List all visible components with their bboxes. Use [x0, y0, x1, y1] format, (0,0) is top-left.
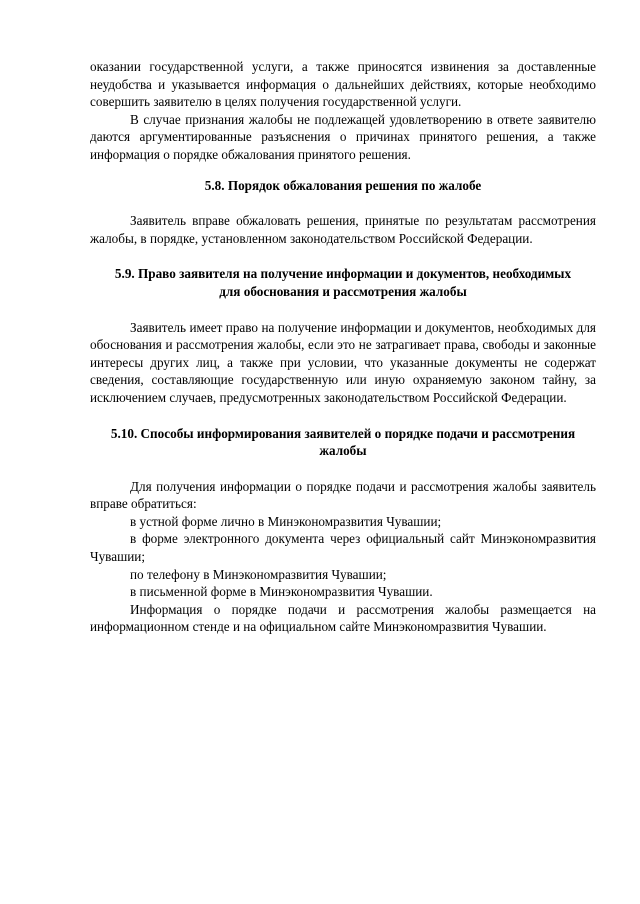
list-item: в письменной форме в Минэкономразвития Чувашии.	[130, 584, 433, 600]
section-5-10-final-paragraph: Информация о порядке подачи и рассмотрения жалобы размещается на информационном стенде и на официальном сайте Минэкономразвития Чувашии.	[90, 601, 596, 635]
section-5-10-title-line-2: жалобы	[319, 443, 367, 459]
intro-paragraph-1: оказании государственной услуги, а также приносятся извинения за доставленные неудобства и указывается информация о дальнейших действиях, которые необходимо совершить заявителю в целях получения государственной услуги.	[90, 59, 596, 110]
section-5-9-title-line-1: 5.9. Право заявителя на получение информации и документов, необходимых	[114, 266, 572, 282]
section-5-10-paragraph: Для получения информации о порядке подачи и рассмотрения жалобы заявитель вправе обратиться:	[90, 478, 596, 512]
section-5-8-title: 5.8. Порядок обжалования решения по жалобе	[204, 177, 482, 193]
intro-paragraph-2: В случае признания жалобы не подлежащей удовлетворению в ответе заявителю даются аргументированные разъяснения о причинах принятого решения, а также информация о порядке обжалования принятого решения.	[90, 111, 596, 162]
section-5-9-title-line-2: для обоснования и рассмотрения жалобы	[219, 283, 467, 299]
section-5-10-title-line-1: 5.10. Способы информирования заявителей о порядке подачи и рассмотрения	[110, 425, 576, 441]
list-item: по телефону в Минэкономразвития Чувашии;	[130, 566, 387, 582]
section-5-10-title	[90, 425, 596, 460]
section-5-9-paragraph: Заявитель имеет право на получение информации и документов, необходимых для обоснования и рассмотрения жалобы, если это не затрагивает права, свободы и законные интересы других лиц, а также при условии, что указанные документы не содержат сведения, составляющие государственную или иную охраняемую законом тайну, за исключением случаев, предусмотренных законодательством Российской Федерации.	[90, 319, 596, 405]
list-item: в устной форме лично в Минэкономразвития Чувашии;	[130, 513, 442, 529]
section-5-8-paragraph: Заявитель вправе обжаловать решения, принятые по результатам рассмотрения жалобы, в порядке, установленном законодательством Российской Федерации.	[90, 213, 596, 246]
list-item: в форме электронного документа через официальный сайт Минэкономразвития Чувашии;	[90, 531, 596, 565]
section-5-9-title	[90, 265, 596, 300]
